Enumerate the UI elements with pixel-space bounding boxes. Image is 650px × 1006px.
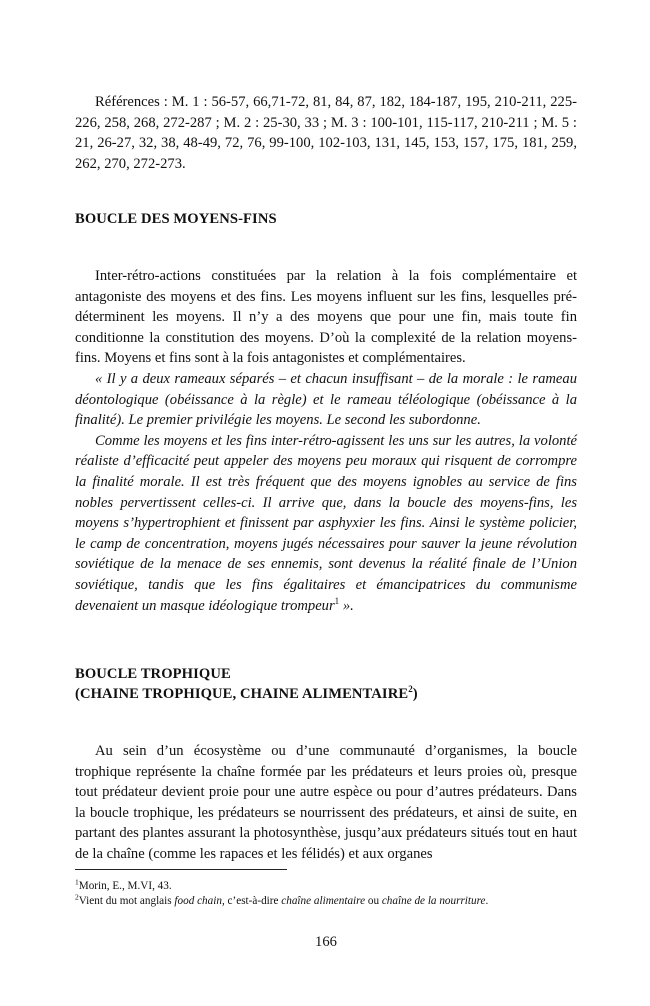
- footnote-divider: [75, 869, 287, 870]
- quote-paragraph-1: [75, 369, 577, 431]
- footnote-2-text-e: ou: [365, 895, 382, 908]
- paragraph-definition: Inter-rétro-actions constituées par la relation à la fois complémentaire et antagoniste des moyens et des fins. Les moyens influent sur les fins, lesquelles pré-déterminent les moyens. Il n’y a des moyens que pour une fin, mais toute fin conditionne la constitution des moyens. D’où la complexité de la relation moyens-fins. Moyens et fins sont à la fois antagonistes et complémentaires.: [75, 268, 577, 367]
- section-heading-moyens-fins: BOUCLE DES MOYENS-FINS: [75, 211, 277, 227]
- footnote-ref-1[interactable]: 1: [334, 595, 340, 606]
- quote-text-2: Comme les moyens et les fins inter-rétro-agissent les uns sur les autres, la volonté réaliste d’efficacité peut appeler des moyens peu moraux qui risquent de corrompre la finalité morale. Il est très fréquent que des moyens ignobles au service de fins nobles pervertissent celles-ci. Il arrive que, dans la boucle des moyens-fins, les moyens s’hypertrophient et finissent par asphyxier les fins. Ainsi le système policier, le camp de concentration, moyens jugés nécessaires pour sauver la jeune révolution soviétique de la menace de ses ennemis, sont devenus la réalité finale de l’Union soviétique, tandis que les fins égalitaires et émancipatrices du communisme devenaient un masque idéologique trompeur: [75, 432, 577, 614]
- footnote-2-text-g: .: [485, 895, 489, 908]
- footnote-1-mark: 1: [75, 877, 79, 887]
- heading-line-1: BOUCLE TROPHIQUE: [75, 666, 231, 682]
- heading-close: ): [412, 686, 418, 702]
- footnotes: [75, 879, 577, 910]
- footnote-2: [75, 894, 577, 909]
- footnote-2-text-f: chaîne de la nourriture: [381, 895, 486, 908]
- section-body-trophique: [75, 741, 577, 865]
- footnote-1: [75, 879, 577, 894]
- footnote-2-text-c: c’est-à-dire: [224, 895, 282, 908]
- section-body-moyens-fins: [75, 266, 577, 616]
- quote-close: ».: [339, 597, 354, 614]
- quote-paragraph-2: [75, 431, 577, 616]
- paragraph-trophique: Au sein d’un écosystème ou d’une communauté d’organismes, la boucle trophique représente la chaîne formée par les prédateurs et leurs proies où, presque tout prédateur devient proie pour une autre espèce ou pour d’autres prédateurs. Dans la boucle trophique, les prédateurs se nourrissent des prédateurs, et ainsi de suite, en partant des plantes assurant la photosynthèse, jusqu’aux prédateurs situés tout en haut de la chaîne (comme les rapaces et les félidés) et aux organes: [75, 743, 577, 862]
- references-paragraph: Références : M. 1 : 56-57, 66,71-72, 81, 84, 87, 182, 184-187, 195, 210-211, 225-226, 258, 268, 272-287 ; M. 2 : 25-30, 33 ; M. 3 : 100-101, 115-117, 210-211 ; M. 5 : 21, 26-27, 32, 38, 48-49, 72, 76, 99-100, 102-103, 131, 145, 153, 157, 175, 181, 259, 262, 270, 272-273.: [75, 94, 577, 172]
- heading-line-2: (CHAINE TROPHIQUE, CHAINE ALIMENTAIRE: [75, 686, 409, 702]
- footnote-2-text-b: food chain,: [174, 895, 225, 908]
- quote-text-1: « Il y a deux rameaux séparés – et chacun insuffisant – de la morale : le rameau déontologique (obéissance à la règle) et le rameau téléologique (obéissance à la finalité). Le premier privilégie les moyens. Le second les subordonne.: [75, 370, 577, 429]
- section-heading-trophique: [75, 664, 418, 704]
- footnote-2-mark: 2: [75, 892, 79, 902]
- footnote-2-text-a: Vient du mot anglais: [78, 895, 175, 908]
- footnote-2-text-d: chaîne alimentaire: [281, 895, 366, 908]
- page-number: 166: [315, 934, 337, 950]
- footnote-1-text: Morin, E., M.VI, 43.: [78, 880, 172, 892]
- footnote-ref-2[interactable]: 2: [408, 684, 413, 695]
